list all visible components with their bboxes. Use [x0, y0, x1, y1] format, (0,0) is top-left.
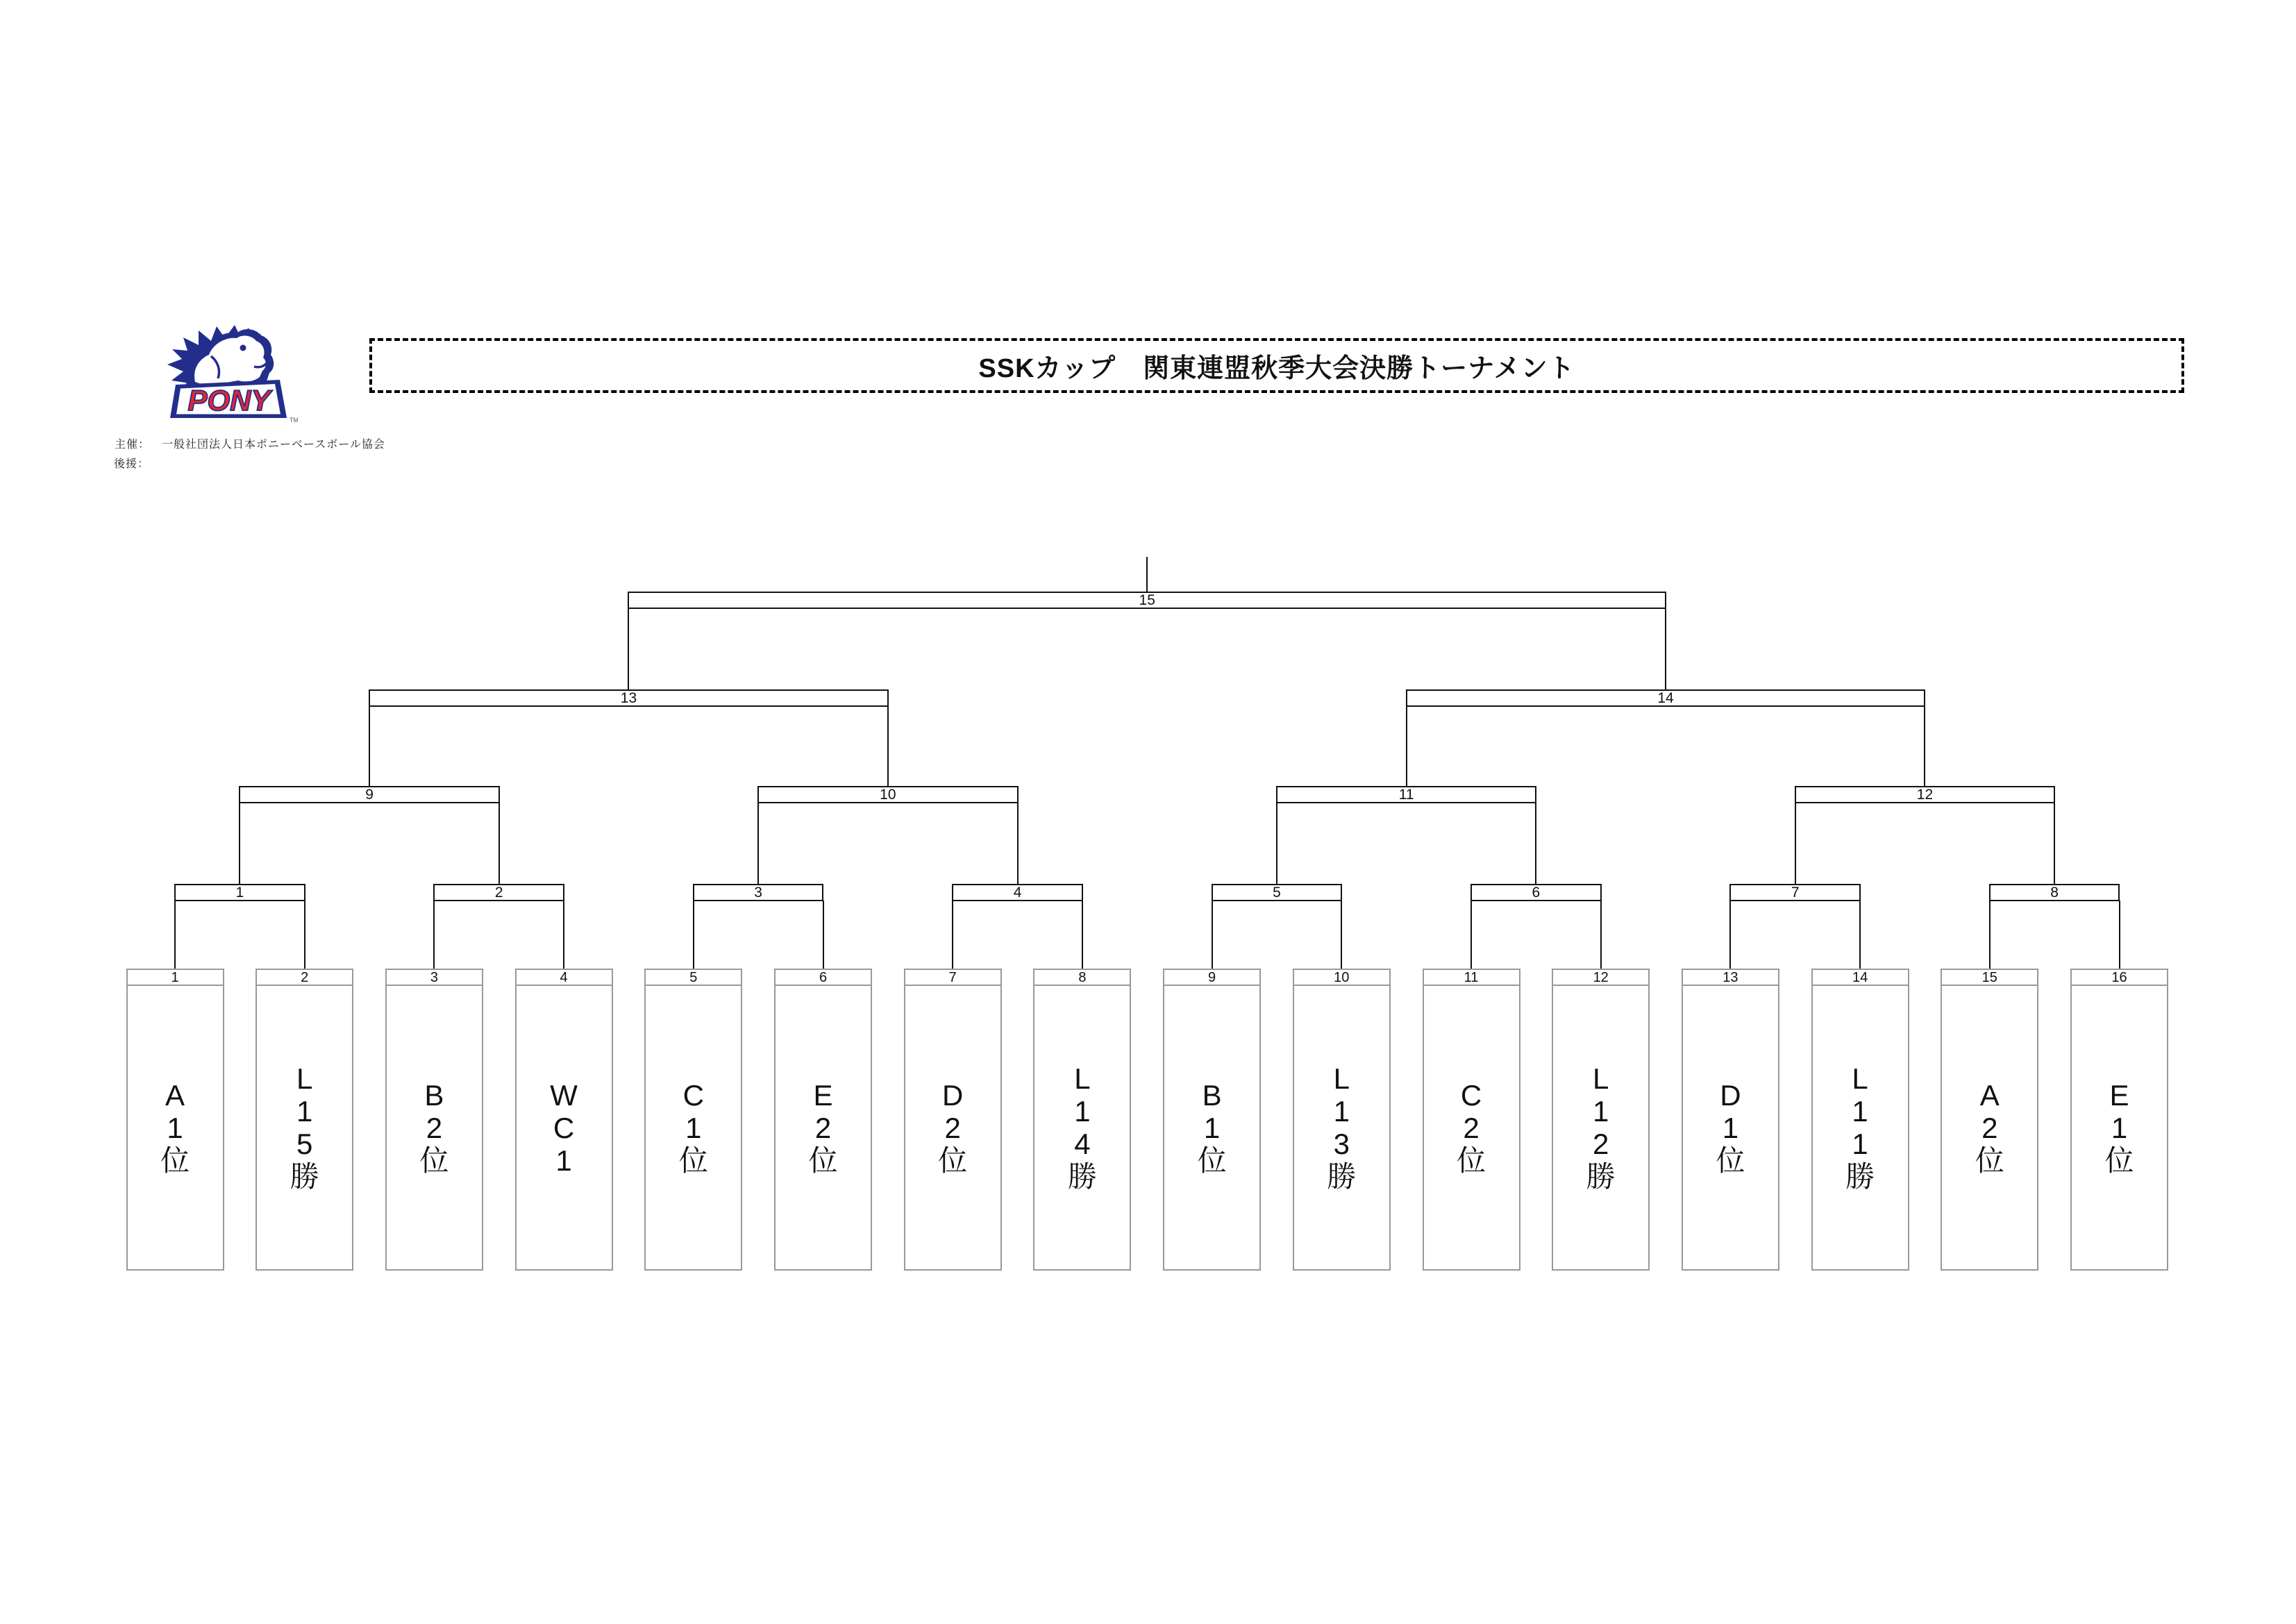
team-name-char: 位	[938, 1144, 968, 1177]
team-name-char: 位	[808, 1144, 838, 1177]
connector-line	[1924, 706, 1925, 786]
team-name-char: 勝	[290, 1160, 319, 1193]
team-name-char: 位	[1975, 1144, 2004, 1177]
team-name-char: 1	[2111, 1111, 2128, 1144]
connector-line	[1470, 901, 1472, 969]
team-name-char: 位	[1456, 1144, 1486, 1177]
match-number: 8	[2050, 885, 2059, 901]
team-name-char: 1	[167, 1111, 183, 1144]
team-name	[1975, 1079, 2004, 1177]
connector-line	[304, 901, 305, 969]
team-seed-number: 12	[1593, 969, 1609, 985]
team-name-char: E	[813, 1078, 833, 1112]
match-number: 2	[494, 885, 503, 901]
team-name	[290, 1062, 319, 1193]
match-number: 14	[1657, 690, 1674, 706]
team-seed-number: 2	[301, 969, 309, 985]
team-name-char: 勝	[1327, 1160, 1357, 1193]
team-seed-box-11	[1423, 969, 1520, 986]
connector-line	[952, 901, 953, 969]
team-name-char: 5	[296, 1128, 313, 1160]
team-name-char: 1	[296, 1095, 313, 1128]
connector-line	[1276, 803, 1277, 884]
team-box-8	[1033, 986, 1131, 1271]
match-number: 13	[620, 690, 637, 706]
team-seed-box-8	[1033, 969, 1131, 986]
team-name	[160, 1079, 190, 1177]
connector-line	[1859, 901, 1861, 969]
team-seed-number: 1	[171, 969, 179, 985]
team-name-char: 2	[426, 1111, 443, 1144]
team-box-6	[774, 986, 872, 1271]
team-box-3	[385, 986, 483, 1271]
connector-line	[498, 803, 500, 884]
team-seed-number: 5	[689, 969, 698, 985]
connector-line	[1665, 608, 1666, 689]
team-name-char: 位	[678, 1144, 708, 1177]
team-seed-number: 8	[1078, 969, 1087, 985]
match-bar-2	[433, 884, 564, 901]
page-title: SSKカップ 関東連盟秋季大会決勝トーナメント	[978, 354, 1575, 383]
team-name-char: C	[1460, 1078, 1482, 1112]
team-seed-number: 6	[819, 969, 828, 985]
team-seed-number: 13	[1723, 969, 1738, 985]
team-name-char: 2	[1981, 1111, 1998, 1144]
team-seed-box-15	[1941, 969, 2038, 986]
match-number: 15	[1139, 592, 1155, 608]
team-name-char: W	[550, 1078, 578, 1112]
connector-line	[1795, 803, 1796, 884]
team-name-char: 2	[944, 1111, 961, 1144]
team-name-char: 1	[1852, 1128, 1868, 1160]
team-name-char: 勝	[1586, 1160, 1616, 1193]
team-box-15	[1941, 986, 2038, 1271]
connector-line	[628, 608, 629, 689]
team-seed-number: 10	[1334, 969, 1350, 985]
match-number: 12	[1916, 787, 1934, 803]
team-seed-box-16	[2070, 969, 2168, 986]
team-name	[1068, 1062, 1097, 1193]
team-box-13	[1682, 986, 1779, 1271]
connector-line	[1600, 901, 1602, 969]
connector-line	[1406, 706, 1407, 786]
team-seed-number: 15	[1981, 969, 1997, 985]
team-seed-number: 3	[430, 969, 438, 985]
team-box-12	[1552, 986, 1650, 1271]
connector-line	[823, 901, 824, 969]
match-bar-9	[239, 786, 499, 803]
team-seed-box-12	[1552, 969, 1650, 986]
team-name-char: L	[1852, 1062, 1868, 1095]
connector-line	[1082, 901, 1083, 969]
match-number: 11	[1398, 787, 1414, 803]
match-bar-5	[1212, 884, 1343, 901]
team-name-char: 1	[1074, 1095, 1091, 1128]
team-name-char: 1	[1852, 1095, 1868, 1128]
team-name-char: 2	[814, 1111, 832, 1144]
team-name-char: D	[942, 1078, 964, 1112]
team-name	[419, 1079, 449, 1177]
team-seed-number: 4	[560, 969, 568, 985]
team-name-char: 1	[1593, 1095, 1609, 1128]
team-name	[1586, 1062, 1616, 1193]
match-bar-6	[1470, 884, 1602, 901]
match-bar-3	[693, 884, 824, 901]
connector-line	[239, 803, 240, 884]
team-name	[1716, 1079, 1745, 1177]
team-name-char: 1	[1333, 1095, 1350, 1128]
team-box-16	[2070, 986, 2168, 1271]
match-bar-7	[1729, 884, 1861, 901]
connector-line	[2119, 901, 2120, 969]
team-name	[1457, 1079, 1486, 1177]
connector-line	[433, 901, 435, 969]
team-name	[550, 1079, 578, 1177]
match-number: 4	[1013, 885, 1022, 901]
team-name-char: E	[2109, 1078, 2129, 1112]
team-name-char: 2	[1593, 1128, 1609, 1160]
logo-tm-mark: TM	[290, 417, 298, 424]
team-seed-box-14	[1811, 969, 1909, 986]
team-box-4	[515, 986, 613, 1271]
connector-line	[1341, 901, 1342, 969]
team-name-char: 位	[160, 1144, 190, 1177]
match-bar-10	[757, 786, 1018, 803]
team-seed-number: 14	[1852, 969, 1868, 985]
team-name-char: A	[1979, 1078, 2000, 1112]
team-seed-box-4	[515, 969, 613, 986]
team-seed-box-5	[644, 969, 742, 986]
connector-line	[369, 706, 370, 786]
team-name-char: C	[553, 1111, 575, 1144]
match-bar-1	[174, 884, 305, 901]
team-name	[1198, 1079, 1227, 1177]
match-bar-11	[1276, 786, 1536, 803]
team-seed-box-7	[904, 969, 1002, 986]
team-name-char: L	[1074, 1062, 1091, 1095]
team-name-char: 3	[1333, 1128, 1350, 1160]
team-name-char: 位	[2104, 1144, 2134, 1177]
connector-line	[887, 706, 889, 786]
team-name-char: 1	[1203, 1111, 1221, 1144]
match-number: 1	[235, 885, 244, 901]
connector-line	[2054, 803, 2055, 884]
team-seed-box-10	[1293, 969, 1391, 986]
team-name-char: 1	[555, 1144, 572, 1177]
support-label: 後援：	[114, 458, 150, 470]
connector-line	[1017, 803, 1019, 884]
match-bar-14	[1406, 689, 1926, 707]
team-name-char: 勝	[1067, 1160, 1097, 1193]
connector-line	[693, 901, 694, 969]
team-box-11	[1423, 986, 1520, 1271]
team-name	[938, 1079, 967, 1177]
match-bar-13	[369, 689, 889, 707]
team-name-char: 1	[685, 1111, 702, 1144]
connector-line	[174, 901, 176, 969]
match-number: 6	[1532, 885, 1541, 901]
team-name	[1845, 1062, 1875, 1193]
match-number: 3	[754, 885, 762, 901]
team-name-char: 1	[1722, 1111, 1739, 1144]
connector-line	[1212, 901, 1213, 969]
team-seed-box-6	[774, 969, 872, 986]
connector-line	[757, 803, 759, 884]
team-seed-box-1	[126, 969, 224, 986]
champion-line	[1146, 557, 1148, 592]
team-seed-box-3	[385, 969, 483, 986]
team-name-char: D	[1720, 1078, 1741, 1112]
team-box-2	[255, 986, 353, 1271]
connector-line	[563, 901, 564, 969]
team-box-14	[1811, 986, 1909, 1271]
connector-line	[1989, 901, 1991, 969]
team-name-char: A	[165, 1078, 185, 1112]
team-name	[679, 1079, 708, 1177]
logo-wordmark: PONY	[187, 384, 271, 417]
team-seed-number: 11	[1464, 969, 1479, 985]
team-box-9	[1163, 986, 1261, 1271]
team-box-10	[1293, 986, 1391, 1271]
team-name-char: 勝	[1845, 1160, 1875, 1193]
team-seed-box-2	[255, 969, 353, 986]
team-box-5	[644, 986, 742, 1271]
team-seed-box-13	[1682, 969, 1779, 986]
team-name-char: 2	[1463, 1111, 1480, 1144]
team-name-char: L	[296, 1062, 313, 1095]
team-name-char: L	[1333, 1062, 1350, 1095]
match-bar-15	[628, 592, 1666, 609]
host-label: 主催：	[115, 439, 151, 451]
team-name-char: 位	[419, 1144, 449, 1177]
match-number: 5	[1273, 885, 1281, 901]
team-name	[1327, 1062, 1356, 1193]
match-number: 9	[365, 787, 374, 803]
match-number: 7	[1791, 885, 1800, 901]
connector-line	[1535, 803, 1536, 884]
connector-line	[1729, 901, 1731, 969]
team-name-char: C	[682, 1078, 704, 1112]
team-box-1	[126, 986, 224, 1271]
match-bar-8	[1989, 884, 2120, 901]
host-value: 一般社団法人日本ポニーベースボール協会	[162, 439, 385, 451]
team-box-7	[904, 986, 1002, 1271]
team-name-char: L	[1593, 1062, 1609, 1095]
match-bar-4	[952, 884, 1083, 901]
team-seed-number: 16	[2111, 969, 2127, 985]
team-seed-box-9	[1163, 969, 1261, 986]
team-seed-number: 9	[1208, 969, 1216, 985]
team-name-char: B	[1202, 1078, 1222, 1112]
match-bar-12	[1795, 786, 2055, 803]
team-name-char: 位	[1716, 1144, 1745, 1177]
team-name-char: B	[424, 1078, 444, 1112]
team-name	[2104, 1079, 2134, 1177]
team-seed-number: 7	[948, 969, 957, 985]
match-number: 10	[880, 787, 896, 803]
team-name	[808, 1079, 837, 1177]
team-name-char: 位	[1197, 1144, 1227, 1177]
team-name-char: 4	[1074, 1128, 1091, 1160]
